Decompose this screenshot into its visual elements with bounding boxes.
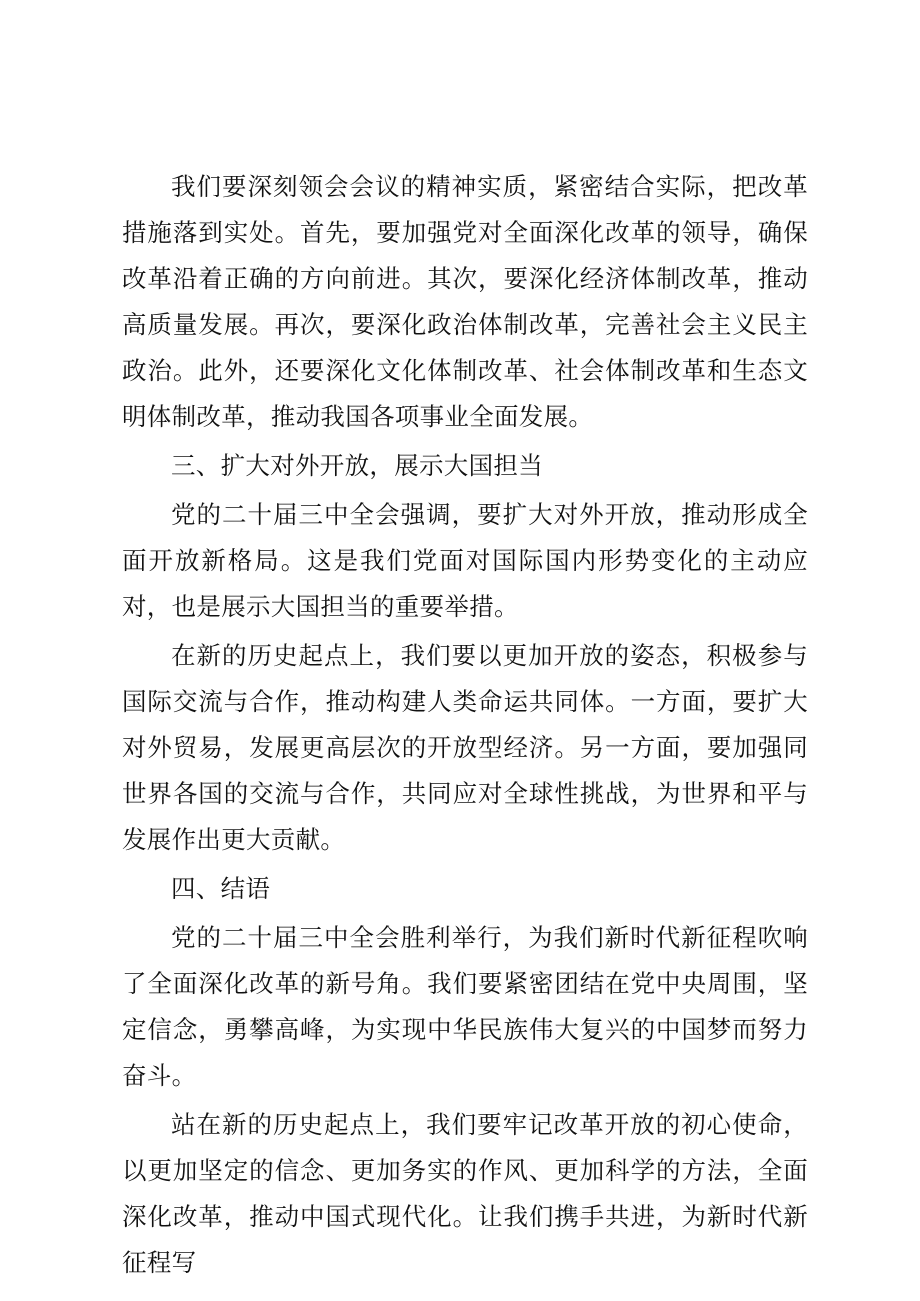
section-heading: 四、结语 (171, 874, 271, 903)
body-paragraph: 党的二十届三中全会胜利举行，为我们新时代新征程吹响了全面深化改革的新号角。我们要紧密团结在党中央周围，坚定信念，勇攀高峰，为实现中华民族伟大复兴的中国梦而努力奋斗。 (122, 923, 808, 1090)
body-paragraph: 我们要深刻领会会议的精神实质，紧密结合实际，把改革措施落到实处。首先，要加强党对全面深化改革的领导，确保改革沿着正确的方向前进。其次，要深化经济体制改革，推动高质量发展。再次，要深化政治体制改革，完善社会主义民主政治。此外，还要深化文化体制改革、社会体制改革和生态文明体制改革，推动我国各项事业全面发展。 (122, 172, 808, 431)
body-paragraph: 在新的历史起点上，我们要以更加开放的姿态，积极参与国际交流与合作，推动构建人类命运共同体。一方面，要扩大对外贸易，发展更高层次的开放型经济。另一方面，要加强同世界各国的交流与合作，共同应对全球性挑战，为世界和平与发展作出更大贡献。 (122, 641, 808, 854)
body-paragraph: 站在新的历史起点上，我们要牢记改革开放的初心使命，以更加坚定的信念、更加务实的作风、更加科学的方法，全面深化改革，推动中国式现代化。让我们携手共进，为新时代新征程写 (122, 1110, 808, 1277)
body-paragraph: 党的二十届三中全会强调，要扩大对外开放，推动形成全面开放新格局。这是我们党面对国际国内形势变化的主动应对，也是展示大国担当的重要举措。 (122, 500, 808, 621)
section-heading: 三、扩大对外开放，展示大国担当 (171, 451, 543, 480)
document-body (122, 164, 808, 1289)
